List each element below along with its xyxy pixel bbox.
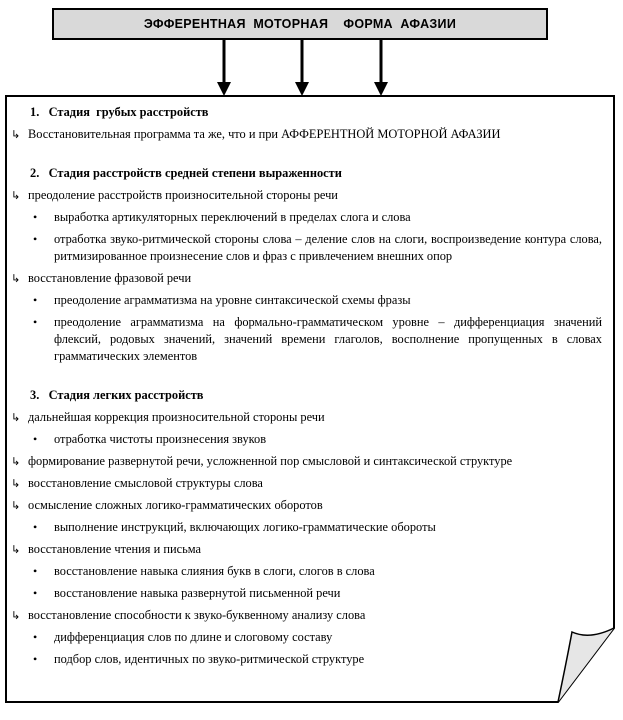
- curved-arrow-bullet-icon: ↳: [11, 272, 21, 285]
- list-item: ↳ восстановление фразовой речи: [11, 271, 192, 285]
- list-item: ↳ восстановление способности к звуко-буквенному анализу слова: [11, 608, 366, 622]
- dot-bullet-icon: •: [33, 630, 38, 644]
- arrow-down-icon: [217, 40, 231, 96]
- sub-list-item: • выполнение инструкций, включающих логико-грамматические обороты: [33, 520, 436, 534]
- arrow-down-icon: [374, 40, 388, 96]
- dot-bullet-icon: •: [33, 293, 38, 307]
- sub-list-item: • преодоление аграмматизма на формально-грамматическом уровне – дифференциация значений флексий, родовых значений, значений времени глаголов, восполнение пропущенных в словах грамматических элементов: [33, 315, 602, 363]
- stage-heading: 1. Стадия грубых расстройств: [30, 105, 209, 119]
- curved-arrow-bullet-icon: ↳: [11, 499, 21, 512]
- sub-list-item: • дифференциация слов по длине и слоговому составу: [33, 630, 333, 644]
- list-item: ↳ преодоление расстройств произносительной стороны речи: [11, 188, 338, 202]
- stages-list: [6, 104, 606, 668]
- list-item: ↳ Восстановительная программа та же, что и при АФФЕРЕНТНОЙ МОТОРНОЙ АФАЗИИ: [11, 127, 501, 141]
- sub-list-item: • отработка звуко-ритмической стороны слова – деление слов на слоги, воспроизведение контура слова, ритмизированное произнесение слов и фраз с привлечением внешних опор: [33, 232, 602, 263]
- sub-list-item: • выработка артикуляторных переключений в пределах слога и слова: [33, 210, 411, 224]
- dot-bullet-icon: •: [33, 210, 38, 224]
- curved-arrow-bullet-icon: ↳: [11, 609, 21, 622]
- diagram-title: ЭФФЕРЕНТНАЯ МОТОРНАЯ ФОРМА АФАЗИИ: [143, 17, 457, 31]
- sub-list-item: • подбор слов, идентичных по звуко-ритмической структуре: [33, 652, 365, 666]
- curved-arrow-bullet-icon: ↳: [11, 477, 21, 490]
- sub-list-item: • отработка чистоты произнесения звуков: [33, 432, 267, 446]
- dot-bullet-icon: •: [33, 586, 38, 600]
- list-item: ↳ осмысление сложных логико-грамматических оборотов: [11, 498, 323, 512]
- list-item: ↳ дальнейшая коррекция произносительной стороны речи: [11, 410, 325, 424]
- list-item: ↳ восстановление чтения и письма: [11, 542, 201, 556]
- stage-heading: 3. Стадия легких расстройств: [30, 388, 204, 402]
- curved-arrow-bullet-icon: ↳: [11, 128, 21, 141]
- stage-heading: 2. Стадия расстройств средней степени выраженности: [30, 166, 342, 180]
- dot-bullet-icon: •: [33, 432, 38, 446]
- dot-bullet-icon: •: [33, 652, 38, 666]
- curved-arrow-bullet-icon: ↳: [11, 189, 21, 202]
- dot-bullet-icon: •: [33, 520, 38, 534]
- curved-arrow-bullet-icon: ↳: [11, 543, 21, 556]
- list-item: ↳ восстановление смысловой структуры слова: [11, 476, 263, 490]
- curved-arrow-bullet-icon: ↳: [11, 411, 21, 424]
- sub-list-item: • восстановление навыка развернутой письменной речи: [33, 586, 341, 600]
- arrow-down-icon: [295, 40, 309, 96]
- dot-bullet-icon: •: [33, 564, 38, 578]
- dot-bullet-icon: •: [33, 315, 38, 329]
- sub-list-item: • восстановление навыка слияния букв в слоги, слогов в слова: [33, 564, 375, 578]
- dot-bullet-icon: •: [33, 232, 38, 246]
- sub-list-item: • преодоление аграмматизма на уровне синтаксической схемы фразы: [33, 293, 411, 307]
- curved-arrow-bullet-icon: ↳: [11, 455, 21, 468]
- list-item: ↳ формирование развернутой речи, усложненной пор смысловой и синтаксической структуре: [11, 454, 513, 468]
